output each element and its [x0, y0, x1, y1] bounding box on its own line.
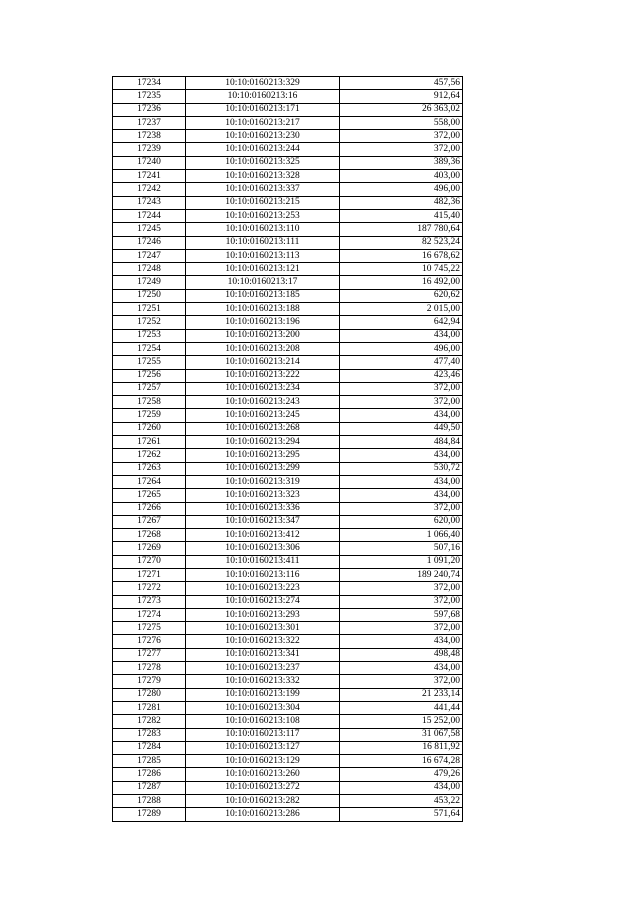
table-row: [113, 595, 463, 608]
table-row: [113, 77, 463, 90]
value-cell: 477,40: [340, 356, 463, 369]
row-number-cell: 17244: [113, 209, 186, 222]
cadastral-number-cell: 10:10:0160213:208: [186, 342, 340, 355]
row-number-cell: 17269: [113, 542, 186, 555]
value-cell: 597,68: [340, 608, 463, 621]
row-number-cell: 17241: [113, 170, 186, 183]
value-cell: 10 745,22: [340, 263, 463, 276]
value-cell: 372,00: [340, 622, 463, 635]
cadastral-number-cell: 10:10:0160213:341: [186, 648, 340, 661]
row-number-cell: 17261: [113, 436, 186, 449]
table-row: [113, 263, 463, 276]
value-cell: 434,00: [340, 489, 463, 502]
cadastral-number-cell: 10:10:0160213:301: [186, 622, 340, 635]
row-number-cell: 17263: [113, 462, 186, 475]
value-cell: 434,00: [340, 662, 463, 675]
row-number-cell: 17260: [113, 422, 186, 435]
table-row: [113, 715, 463, 728]
value-cell: 434,00: [340, 781, 463, 794]
row-number-cell: 17238: [113, 130, 186, 143]
cadastral-number-cell: 10:10:0160213:325: [186, 156, 340, 169]
value-cell: 389,36: [340, 156, 463, 169]
cadastral-number-cell: 10:10:0160213:188: [186, 303, 340, 316]
value-cell: 642,94: [340, 316, 463, 329]
row-number-cell: 17275: [113, 622, 186, 635]
cadastral-number-cell: 10:10:0160213:299: [186, 462, 340, 475]
value-cell: 2 015,00: [340, 303, 463, 316]
row-number-cell: 17240: [113, 156, 186, 169]
table-row: [113, 675, 463, 688]
table-row: [113, 249, 463, 262]
cadastral-number-cell: 10:10:0160213:306: [186, 542, 340, 555]
row-number-cell: 17283: [113, 728, 186, 741]
value-cell: 82 523,24: [340, 236, 463, 249]
value-cell: 434,00: [340, 449, 463, 462]
cadastral-number-cell: 10:10:0160213:319: [186, 475, 340, 488]
table-row: [113, 303, 463, 316]
value-cell: 372,00: [340, 130, 463, 143]
cadastral-number-cell: 10:10:0160213:328: [186, 170, 340, 183]
value-cell: 498,48: [340, 648, 463, 661]
value-cell: 189 240,74: [340, 568, 463, 581]
row-number-cell: 17279: [113, 675, 186, 688]
cadastral-number-cell: 10:10:0160213:196: [186, 316, 340, 329]
value-cell: 1 091,20: [340, 555, 463, 568]
cadastral-number-cell: 10:10:0160213:111: [186, 236, 340, 249]
row-number-cell: 17250: [113, 289, 186, 302]
value-cell: 16 492,00: [340, 276, 463, 289]
value-cell: 484,84: [340, 436, 463, 449]
value-cell: 372,00: [340, 143, 463, 156]
row-number-cell: 17253: [113, 329, 186, 342]
table-row: [113, 223, 463, 236]
row-number-cell: 17249: [113, 276, 186, 289]
value-cell: 372,00: [340, 595, 463, 608]
table-row: [113, 515, 463, 528]
value-cell: 496,00: [340, 183, 463, 196]
row-number-cell: 17251: [113, 303, 186, 316]
cadastral-number-cell: 10:10:0160213:347: [186, 515, 340, 528]
row-number-cell: 17242: [113, 183, 186, 196]
table-row: [113, 156, 463, 169]
row-number-cell: 17245: [113, 223, 186, 236]
row-number-cell: 17285: [113, 755, 186, 768]
cadastral-number-cell: 10:10:0160213:16: [186, 90, 340, 103]
row-number-cell: 17237: [113, 116, 186, 129]
value-cell: 187 780,64: [340, 223, 463, 236]
cadastral-number-cell: 10:10:0160213:272: [186, 781, 340, 794]
table-row: [113, 143, 463, 156]
cadastral-number-cell: 10:10:0160213:17: [186, 276, 340, 289]
row-number-cell: 17265: [113, 489, 186, 502]
cadastral-number-cell: 10:10:0160213:110: [186, 223, 340, 236]
table-row: [113, 542, 463, 555]
value-cell: 21 233,14: [340, 688, 463, 701]
cadastral-number-cell: 10:10:0160213:332: [186, 675, 340, 688]
cadastral-number-cell: 10:10:0160213:245: [186, 409, 340, 422]
table-row: [113, 635, 463, 648]
row-number-cell: 17256: [113, 369, 186, 382]
value-cell: 415,40: [340, 209, 463, 222]
value-cell: 16 811,92: [340, 741, 463, 754]
cadastral-number-cell: 10:10:0160213:237: [186, 662, 340, 675]
row-number-cell: 17287: [113, 781, 186, 794]
table-row: [113, 608, 463, 621]
value-cell: 372,00: [340, 582, 463, 595]
cadastral-number-cell: 10:10:0160213:293: [186, 608, 340, 621]
table-row: [113, 568, 463, 581]
value-cell: 372,00: [340, 502, 463, 515]
cadastral-number-cell: 10:10:0160213:268: [186, 422, 340, 435]
cadastral-number-cell: 10:10:0160213:222: [186, 369, 340, 382]
value-cell: 434,00: [340, 635, 463, 648]
table-row: [113, 369, 463, 382]
table-row: [113, 808, 463, 821]
table-row: [113, 116, 463, 129]
row-number-cell: 17239: [113, 143, 186, 156]
cadastral-number-cell: 10:10:0160213:129: [186, 755, 340, 768]
table-row: [113, 688, 463, 701]
row-number-cell: 17273: [113, 595, 186, 608]
cadastral-number-cell: 10:10:0160213:185: [186, 289, 340, 302]
table-row: [113, 436, 463, 449]
row-number-cell: 17234: [113, 77, 186, 90]
table-row: [113, 409, 463, 422]
table-row: [113, 768, 463, 781]
row-number-cell: 17262: [113, 449, 186, 462]
table-row: [113, 329, 463, 342]
table-row: [113, 502, 463, 515]
cadastral-number-cell: 10:10:0160213:329: [186, 77, 340, 90]
cadastral-number-cell: 10:10:0160213:214: [186, 356, 340, 369]
table-row: [113, 555, 463, 568]
row-number-cell: 17281: [113, 701, 186, 714]
table-row: [113, 90, 463, 103]
cadastral-number-cell: 10:10:0160213:286: [186, 808, 340, 821]
cadastral-number-cell: 10:10:0160213:244: [186, 143, 340, 156]
table-row: [113, 728, 463, 741]
value-cell: 403,00: [340, 170, 463, 183]
row-number-cell: 17267: [113, 515, 186, 528]
table-row: [113, 529, 463, 542]
table-row: [113, 130, 463, 143]
table-row: [113, 396, 463, 409]
value-cell: 507,16: [340, 542, 463, 555]
cadastral-number-cell: 10:10:0160213:336: [186, 502, 340, 515]
cadastral-number-cell: 10:10:0160213:274: [186, 595, 340, 608]
value-cell: 496,00: [340, 342, 463, 355]
cadastral-number-cell: 10:10:0160213:304: [186, 701, 340, 714]
row-number-cell: 17278: [113, 662, 186, 675]
row-number-cell: 17252: [113, 316, 186, 329]
row-number-cell: 17247: [113, 249, 186, 262]
cadastral-number-cell: 10:10:0160213:260: [186, 768, 340, 781]
value-cell: 482,36: [340, 196, 463, 209]
value-cell: 16 678,62: [340, 249, 463, 262]
row-number-cell: 17257: [113, 382, 186, 395]
row-number-cell: 17289: [113, 808, 186, 821]
value-cell: 530,72: [340, 462, 463, 475]
row-number-cell: 17264: [113, 475, 186, 488]
cadastral-number-cell: 10:10:0160213:412: [186, 529, 340, 542]
table-row: [113, 582, 463, 595]
table-row: [113, 755, 463, 768]
value-cell: 457,56: [340, 77, 463, 90]
table-row: [113, 103, 463, 116]
cadastral-number-cell: 10:10:0160213:200: [186, 329, 340, 342]
row-number-cell: 17248: [113, 263, 186, 276]
value-cell: 423,46: [340, 369, 463, 382]
row-number-cell: 17286: [113, 768, 186, 781]
row-number-cell: 17266: [113, 502, 186, 515]
row-number-cell: 17243: [113, 196, 186, 209]
value-cell: 558,00: [340, 116, 463, 129]
value-cell: 453,22: [340, 795, 463, 808]
cadastral-number-cell: 10:10:0160213:337: [186, 183, 340, 196]
row-number-cell: 17288: [113, 795, 186, 808]
row-number-cell: 17284: [113, 741, 186, 754]
table-row: [113, 449, 463, 462]
table-row: [113, 475, 463, 488]
cadastral-number-cell: 10:10:0160213:171: [186, 103, 340, 116]
table-row: [113, 289, 463, 302]
value-cell: 16 674,28: [340, 755, 463, 768]
value-cell: 620,00: [340, 515, 463, 528]
table-body: [113, 77, 463, 822]
table-row: [113, 170, 463, 183]
cadastral-number-cell: 10:10:0160213:282: [186, 795, 340, 808]
table-row: [113, 622, 463, 635]
row-number-cell: 17276: [113, 635, 186, 648]
row-number-cell: 17274: [113, 608, 186, 621]
table-row: [113, 382, 463, 395]
cadastral-number-cell: 10:10:0160213:217: [186, 116, 340, 129]
table-row: [113, 795, 463, 808]
table-row: [113, 316, 463, 329]
value-cell: 571,64: [340, 808, 463, 821]
cadastral-number-cell: 10:10:0160213:223: [186, 582, 340, 595]
row-number-cell: 17280: [113, 688, 186, 701]
row-number-cell: 17246: [113, 236, 186, 249]
row-number-cell: 17277: [113, 648, 186, 661]
row-number-cell: 17258: [113, 396, 186, 409]
cadastral-number-cell: 10:10:0160213:234: [186, 382, 340, 395]
cadastral-value-table: [112, 76, 463, 822]
value-cell: 479,26: [340, 768, 463, 781]
value-cell: 912,64: [340, 90, 463, 103]
row-number-cell: 17271: [113, 568, 186, 581]
cadastral-number-cell: 10:10:0160213:295: [186, 449, 340, 462]
table-row: [113, 701, 463, 714]
table-row: [113, 276, 463, 289]
table-row: [113, 236, 463, 249]
value-cell: 15 252,00: [340, 715, 463, 728]
value-cell: 26 363,02: [340, 103, 463, 116]
cadastral-number-cell: 10:10:0160213:127: [186, 741, 340, 754]
row-number-cell: 17235: [113, 90, 186, 103]
table-row: [113, 489, 463, 502]
table-row: [113, 209, 463, 222]
value-cell: 441,44: [340, 701, 463, 714]
cadastral-number-cell: 10:10:0160213:199: [186, 688, 340, 701]
cadastral-number-cell: 10:10:0160213:108: [186, 715, 340, 728]
table-row: [113, 741, 463, 754]
table-row: [113, 662, 463, 675]
table-row: [113, 342, 463, 355]
cadastral-number-cell: 10:10:0160213:294: [186, 436, 340, 449]
cadastral-number-cell: 10:10:0160213:121: [186, 263, 340, 276]
value-cell: 31 067,58: [340, 728, 463, 741]
value-cell: 434,00: [340, 329, 463, 342]
table-row: [113, 462, 463, 475]
row-number-cell: 17254: [113, 342, 186, 355]
value-cell: 372,00: [340, 396, 463, 409]
cadastral-number-cell: 10:10:0160213:215: [186, 196, 340, 209]
value-cell: 620,62: [340, 289, 463, 302]
table-row: [113, 422, 463, 435]
cadastral-number-cell: 10:10:0160213:117: [186, 728, 340, 741]
row-number-cell: 17268: [113, 529, 186, 542]
cadastral-number-cell: 10:10:0160213:230: [186, 130, 340, 143]
cadastral-number-cell: 10:10:0160213:113: [186, 249, 340, 262]
row-number-cell: 17270: [113, 555, 186, 568]
row-number-cell: 17255: [113, 356, 186, 369]
value-cell: 434,00: [340, 409, 463, 422]
row-number-cell: 17282: [113, 715, 186, 728]
cadastral-number-cell: 10:10:0160213:116: [186, 568, 340, 581]
value-cell: 434,00: [340, 475, 463, 488]
row-number-cell: 17272: [113, 582, 186, 595]
table-row: [113, 183, 463, 196]
cadastral-number-cell: 10:10:0160213:243: [186, 396, 340, 409]
cadastral-number-cell: 10:10:0160213:253: [186, 209, 340, 222]
value-cell: 449,50: [340, 422, 463, 435]
table-row: [113, 196, 463, 209]
cadastral-number-cell: 10:10:0160213:411: [186, 555, 340, 568]
cadastral-number-cell: 10:10:0160213:322: [186, 635, 340, 648]
value-cell: 1 066,40: [340, 529, 463, 542]
value-cell: 372,00: [340, 382, 463, 395]
table-row: [113, 356, 463, 369]
value-cell: 372,00: [340, 675, 463, 688]
table-row: [113, 648, 463, 661]
row-number-cell: 17236: [113, 103, 186, 116]
row-number-cell: 17259: [113, 409, 186, 422]
table-row: [113, 781, 463, 794]
cadastral-number-cell: 10:10:0160213:323: [186, 489, 340, 502]
